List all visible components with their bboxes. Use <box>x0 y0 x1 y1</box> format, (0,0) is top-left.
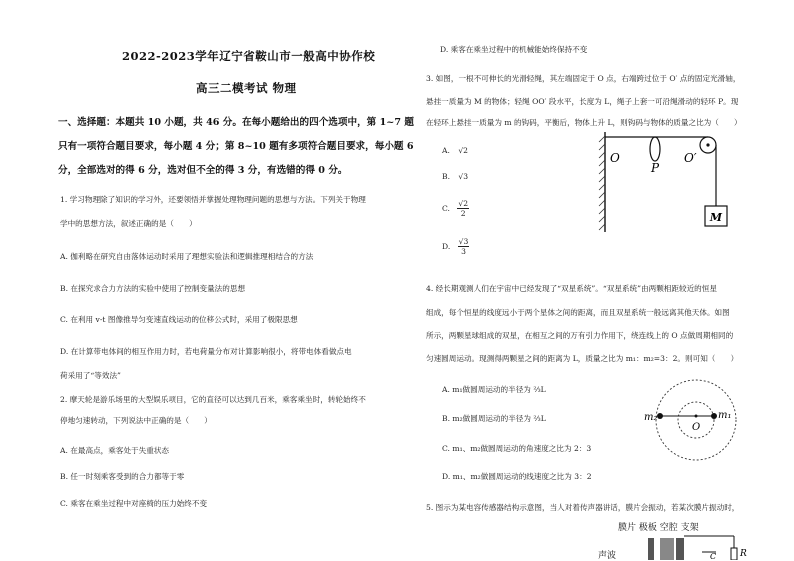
q4-star-m1 <box>711 413 717 419</box>
q4-stem-line4: 匀速圆周运动。现测得两颗星之间的距离为 L，质量之比为 m₁：m₂=3：2。则可知（ ） <box>426 354 739 363</box>
q5-capacitor-figure <box>624 532 754 560</box>
q3-pulley-axle <box>706 143 709 146</box>
q3-option-a-label: A. <box>442 146 450 155</box>
q1-option-b: B. 在探究求合力方法的实验中使用了控制变量法的思想 <box>60 284 246 293</box>
q3-option-c-fraction <box>457 199 469 218</box>
document-title-line1: 2022-2023学年辽宁省鞍山市一般高中协作校 <box>122 49 376 63</box>
q3-option-c <box>442 199 469 218</box>
q4-stem-line2: 组成，每个恒星的线度远小于两个星体之间的距离，而且双星系统一般远离其他天体。如图 <box>426 308 730 317</box>
q4-option-d: D. m₁、m₂做圆周运动的线速度之比为 3：2 <box>442 472 592 481</box>
q5-plate <box>660 538 674 560</box>
q5-diaphragm <box>648 538 654 560</box>
q3-option-d <box>442 237 469 256</box>
section-instruction-line1: 一、选择题：本题共 10 小题，共 46 分。在每小题给出的四个选项中，第 1~7 题 <box>58 117 414 128</box>
document-title-line2: 高三二模考试 物理 <box>196 81 297 95</box>
q4-stem-line3: 所示，两颗星球组成的双星，在相互之间的万有引力作用下，绕连线上的 O 点做周期相同的 <box>426 331 734 340</box>
q2-option-c: C. 乘客在乘坐过程中对座椅的压力始终不变 <box>60 499 208 508</box>
q3-pulley-figure <box>596 128 732 234</box>
q3-ring-p <box>650 137 660 161</box>
q3-option-c-numerator: √2 <box>458 199 469 208</box>
q3-option-a-value: √2 <box>458 146 468 155</box>
q2-option-a: A. 在最高点，乘客处于失重状态 <box>60 446 170 455</box>
q2-option-b: B. 任一时刻乘客受到的合力都等于零 <box>60 472 185 481</box>
q1-option-d-line1: D. 在计算带电体间的相互作用力时，若电荷量分布对计算影响很小，将带电体看做点电 <box>60 347 352 356</box>
q5-resistor <box>731 548 737 560</box>
q1-stem-line1: 1. 学习物理除了知识的学习外，还要领悟并掌握处理物理问题的思想与方法。下列关于物理 <box>60 195 366 204</box>
q3-option-d-denominator: 3 <box>461 247 466 256</box>
q3-stem-line1: 3. 如图，一根不可伸长的光滑轻绳，其左端固定于 O 点，右端跨过位于 O′ 点的固定光滑轴， <box>426 74 741 83</box>
q3-option-d-label: D. <box>442 242 451 251</box>
q2-stem-line1: 2. 摩天轮是游乐场里的大型娱乐项目，它的直径可以达到几百米，乘客乘坐时，转轮始终不 <box>60 395 366 404</box>
q4-binary-star-figure <box>636 376 756 466</box>
q3-label-p: P <box>651 161 660 175</box>
q3-option-b-value: √3 <box>458 172 469 181</box>
q3-stem-line3: 在轻环上悬挂一质量为 m 的钩码，平衡后，物体上升 L，则钩码与物体的质量之比为（ ） <box>426 118 742 127</box>
q2-stem-line2: 停地匀速转动，下列说法中正确的是（ ） <box>60 416 212 425</box>
section-instruction-line2: 只有一项符合题目要求，每小题 4 分；第 8~10 题有多项符合题目要求，每小题 6 <box>58 141 414 152</box>
q3-wall-hatching <box>599 136 605 230</box>
q5-label-c: C <box>710 552 717 560</box>
q3-stem-line2: 悬挂一质量为 M 的物体；轻绳 OO′ 段水平，长度为 L，绳子上套一可沿绳滑动的轻环 P。现 <box>426 97 739 106</box>
q4-star-m2 <box>657 413 663 419</box>
q4-stem-line1: 4. 经长期观测人们在宇宙中已经发现了“双星系统”。“双星系统”由两颗相距较近的恒星 <box>426 284 717 293</box>
q1-stem-line2: 学中的思想方法，叙述正确的是（ ） <box>60 219 197 228</box>
q1-option-c: C. 在利用 v-t 图像推导匀变速直线运动的位移公式时，采用了极限思想 <box>60 315 298 324</box>
q4-option-b: B. m₂做圆周运动的半径为 ⅔L <box>442 414 546 423</box>
q3-option-c-denominator: 2 <box>460 209 466 218</box>
q5-figure-labels: 膜片 极板 空腔 支架 <box>618 523 699 533</box>
q3-option-b <box>442 172 468 181</box>
q5-label-sound: 声波 <box>598 551 617 561</box>
section-instruction-line3: 分，全部选对的得 6 分，选对但不全的得 3 分，有选错的得 0 分。 <box>58 165 348 176</box>
q3-option-b-label: B. <box>442 172 450 181</box>
q4-center-o <box>695 415 698 418</box>
q3-label-o-prime: O′ <box>684 151 697 165</box>
q3-option-d-numerator: √3 <box>458 237 469 246</box>
q1-option-d-line2: 荷采用了“等效法” <box>60 371 121 380</box>
q5-label-r: R <box>740 549 747 559</box>
q4-label-m1: m₁ <box>718 410 732 421</box>
q4-option-c: C. m₁、m₂做圆周运动的角速度之比为 2：3 <box>442 444 592 453</box>
q4-option-a: A. m₁做圆周运动的半径为 ⅔L <box>442 385 546 394</box>
q5-stem: 5. 图示为某电容传感器结构示意图，当人对着传声器讲话，膜片会振动，若某次膜片振动时， <box>426 503 740 512</box>
q3-label-m: M <box>709 211 723 224</box>
q4-label-m2: m₂ <box>644 412 658 423</box>
q3-label-o: O <box>610 151 620 165</box>
q2-option-d: D. 乘客在乘坐过程中的机械能始终保持不变 <box>440 45 588 54</box>
q1-option-a: A. 伽利略在研究自由落体运动时采用了理想实验法和逻辑推理相结合的方法 <box>60 252 314 261</box>
q5-support <box>676 538 684 560</box>
q3-option-a <box>442 146 468 155</box>
q3-option-c-label: C. <box>442 204 450 213</box>
q3-option-d-fraction <box>458 237 470 256</box>
q4-label-o: O <box>692 422 701 433</box>
